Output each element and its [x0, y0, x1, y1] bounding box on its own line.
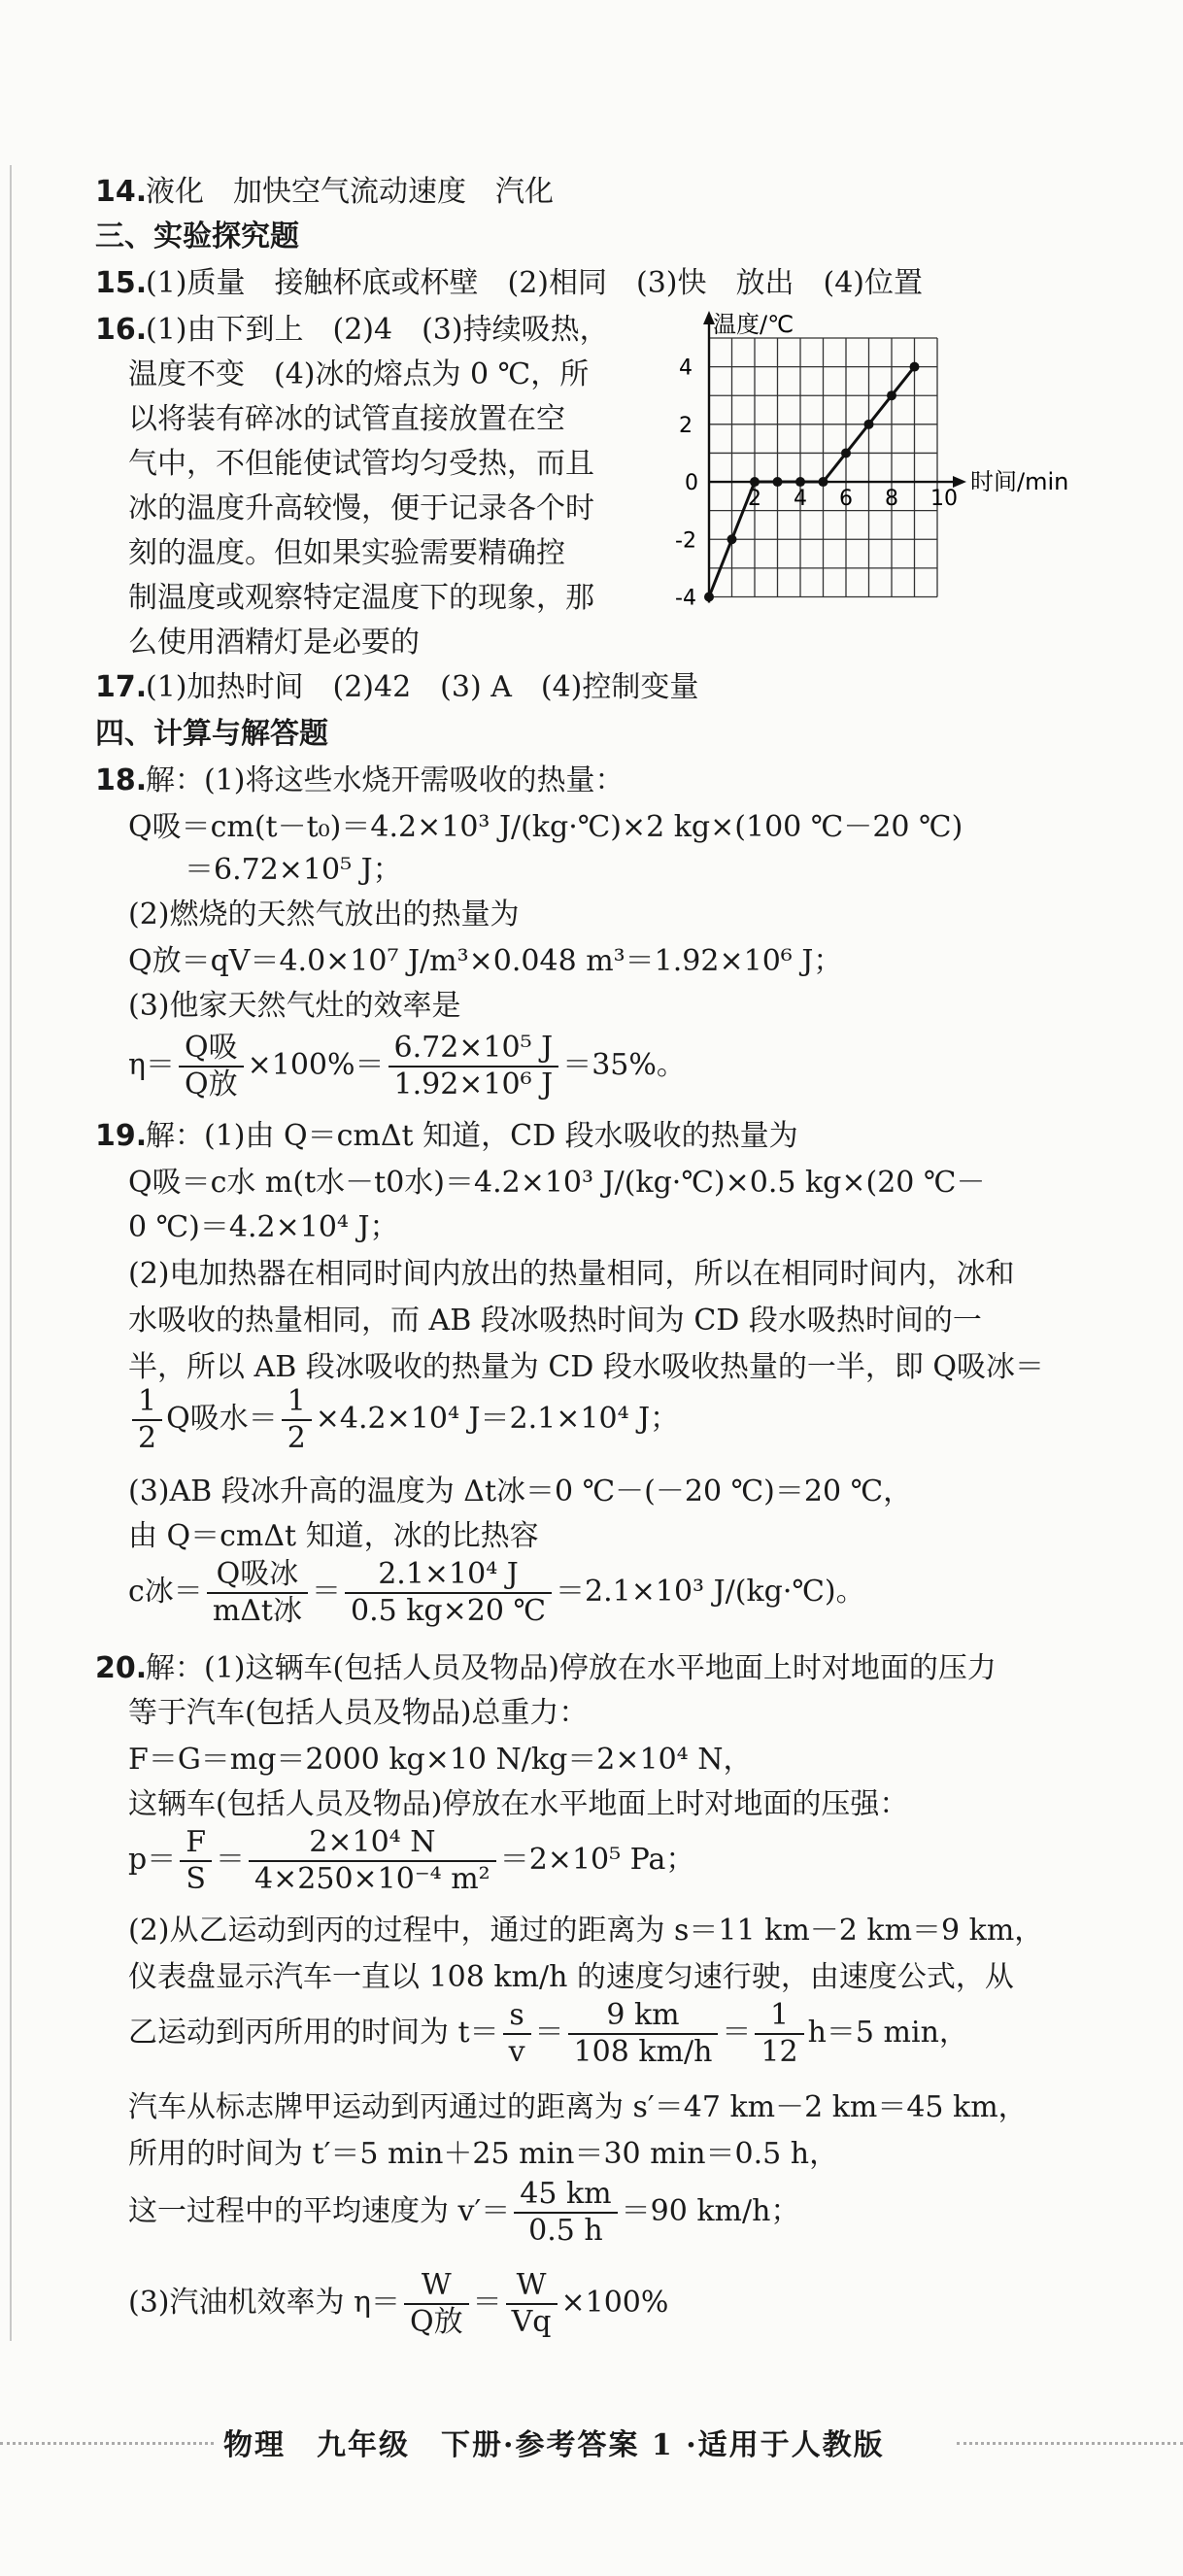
- q14-number: 14.: [95, 175, 148, 209]
- data-point: [727, 534, 737, 544]
- q19-line-2: Q吸＝c水 m(t水－t0水)＝4.2×10³ J/(kg·℃)×0.5 kg×(20 ℃－: [128, 1166, 986, 1200]
- data-point: [750, 477, 760, 487]
- q18-line-2: Q吸＝cm(t－t₀)＝4.2×10³ J/(kg·℃)×2 kg×(100 ℃－20 ℃): [128, 810, 963, 844]
- q18-line-5: Q放＝qV＝4.0×10⁷ J/m³×0.048 m³＝1.92×10⁶ J；: [128, 944, 843, 978]
- q20-fraction-v: $\frac{45 km}{0.5 h}$: [514, 2177, 617, 2249]
- margin-line: [10, 165, 12, 2341]
- q18-line-4: (2)燃烧的天然气放出的热量为: [128, 898, 520, 932]
- q19-half-fraction-1: $\frac{1}{2}$: [132, 1384, 162, 1456]
- q17-number: 17.: [95, 670, 148, 704]
- q18-number: 18.: [95, 763, 148, 797]
- x-tick-label: 2: [748, 487, 761, 512]
- q20-fraction-p2: $\frac{\text{2×10⁴ N}}{\text{4×250×10⁻⁴ m²}}$: [249, 1825, 496, 1897]
- q20-speed-formula: 这一过程中的平均速度为 v′＝ $\frac{45 km}{0.5 h}$ ＝90 km/h；: [128, 2177, 800, 2248]
- q16-line-4: 气中，不但能使试管均匀受热，而且: [128, 447, 594, 481]
- q18-line-3: ＝6.72×10⁵ J；: [185, 853, 402, 887]
- q20-fraction-t1: $\frac{s}{v}$: [503, 1998, 531, 2070]
- q17-answer: (1)加热时间 (2)42 (3) A (4)控制变量: [146, 670, 699, 704]
- q20-number: 20.: [95, 1651, 148, 1685]
- q19-half-formula: $\frac{1}{2}$ Q吸水＝ $\frac{1}{2}$ ×4.2×10⁴ J＝2.1×10⁴ J；: [128, 1383, 679, 1456]
- y-tick-label: 4: [679, 356, 693, 381]
- chart-x-axis-label: 时间/min: [970, 468, 1069, 496]
- footer-dots-left: [0, 2442, 214, 2445]
- q20-pressure-formula: p＝ $\frac{F}{S}$ ＝ $\frac{\text{2×10⁴ N}}{\text{4×250×10⁻⁴ m²}}$ ＝2×10⁵ Pa；: [128, 1825, 695, 1896]
- q16-line-6: 刻的温度。但如果实验需要精确控: [128, 536, 565, 570]
- q20-line-6: 仪表盘显示汽车一直以 108 km/h 的速度匀速行驶，由速度公式，从: [128, 1960, 1014, 1994]
- q20-fraction-t2: $\frac{9 km}{108 km/h}$: [568, 1998, 719, 2070]
- q19-line-9: 由 Q＝cmΔt 知道，冰的比热容: [128, 1519, 539, 1553]
- q15-answer: (1)质量 接触杯底或杯壁 (2)相同 (3)快 放出 (4)位置: [146, 266, 923, 300]
- y-tick-label: 2: [679, 413, 693, 438]
- q16-line-8: 么使用酒精灯是必要的: [128, 626, 420, 660]
- q18-fraction-2: $\frac{\text{6.72×10⁵ J}}{\text{1.92×10⁶ J}}$: [389, 1031, 559, 1102]
- footer-dots-right: [957, 2442, 1183, 2445]
- q19-number: 19.: [95, 1119, 148, 1153]
- q20-fraction-p1: $\frac{F}{S}$: [180, 1825, 212, 1897]
- q19-fraction-1: $\frac{\text{Q吸冰}}{\text{mΔt冰}}$: [207, 1557, 308, 1629]
- q20-fraction-e2: $\frac{W}{Vq}$: [506, 2268, 558, 2340]
- page-footer: [0, 2417, 1183, 2465]
- q19-half-fraction-2: $\frac{1}{2}$: [282, 1384, 312, 1456]
- q19-line-6: 半，所以 AB 段冰吸收的热量为 CD 段水吸收热量的一半，即 Q吸冰＝: [128, 1350, 1044, 1384]
- q16-line-5: 冰的温度升高较慢，便于记录各个时: [128, 491, 594, 525]
- y-tick-label: -4: [675, 586, 696, 611]
- data-point: [887, 390, 896, 400]
- q19-fraction-2: $\frac{\text{2.1×10⁴ J}}{0.5 kg\times 20 ℃}$: [345, 1557, 552, 1629]
- section-4-heading: 四、计算与解答题: [95, 717, 328, 751]
- data-point: [773, 477, 783, 487]
- data-point: [819, 477, 828, 487]
- q18-line-1: 解：(1)将这些水烧开需吸收的热量：: [146, 763, 625, 797]
- data-point: [841, 448, 851, 458]
- q20-line-3: F＝G＝mg＝2000 kg×10 N/kg＝2×10⁴ N，: [128, 1743, 753, 1777]
- q19-line-3: 0 ℃)＝4.2×10⁴ J；: [128, 1210, 399, 1244]
- q20-fraction-t3: $\frac{1}{12}$: [755, 1998, 803, 2070]
- q20-line-4: 这辆车(包括人员及物品)停放在水平地面上时对地面的压强：: [128, 1787, 909, 1821]
- section-3-heading: 三、实验探究题: [95, 220, 299, 254]
- q16-line-1: (1)由下到上 (2)4 (3)持续吸热，: [146, 313, 609, 347]
- q14-answer: 液化 加快空气流动速度 汽化: [146, 175, 554, 209]
- q18-eta: η＝: [128, 1048, 175, 1082]
- q16-number: 16.: [95, 313, 148, 347]
- q20-line-2: 等于汽车(包括人员及物品)总重力：: [128, 1696, 589, 1730]
- q18-efficiency-formula: η＝ $\frac{\text{Q吸}}{\text{Q放}}$ ×100%＝ $\frac{\text{6.72×10⁵ J}}{\text{1.92×10⁶ J}}$ ＝35%。: [128, 1031, 686, 1102]
- q20-line-7: 汽车从标志牌甲运动到丙通过的距离为 s′＝47 km－2 km＝45 km，: [128, 2090, 1028, 2124]
- q16-line-3: 以将装有碎冰的试管直接放置在空: [128, 402, 565, 436]
- q16-line-2: 温度不变 (4)冰的熔点为 0 ℃，所: [128, 357, 590, 391]
- q19-line-8: (3)AB 段冰升高的温度为 Δt冰＝0 ℃－(－20 ℃)＝20 ℃，: [128, 1474, 913, 1508]
- q19-line-1: 解：(1)由 Q＝cmΔt 知道，CD 段水吸收的热量为: [146, 1119, 798, 1153]
- chart-grid: [709, 338, 937, 596]
- data-point: [704, 592, 714, 601]
- x-tick-label: 6: [839, 487, 853, 512]
- q16-line-7: 制温度或观察特定温度下的现象，那: [128, 581, 594, 615]
- q20-line-8: 所用的时间为 t′＝5 min＋25 min＝30 min＝0.5 h，: [128, 2137, 839, 2171]
- q20-fraction-e1: $\frac{W}{\text{Q放}}$: [404, 2268, 469, 2340]
- q19-specific-heat-formula: c冰＝ $\frac{\text{Q吸冰}}{\text{mΔt冰}}$ ＝ $\frac{\text{2.1×10⁴ J}}{0.5 kg\times 20 ℃}$ ＝2.1×10³ J/(kg·℃)。: [128, 1557, 865, 1628]
- q19-line-5: 水吸收的热量相同，而 AB 段冰吸热时间为 CD 段水吸热时间的一: [128, 1304, 982, 1338]
- temperature-time-chart: [670, 303, 1117, 614]
- q20-time-formula: 乙运动到丙所用的时间为 t＝ $\frac{s}{v}$ ＝ $\frac{9 km}{108 km/h}$ ＝ $\frac{1}{12}$ h＝5 min，: [128, 1998, 968, 2069]
- origin-label: 0: [685, 471, 698, 496]
- data-point: [864, 420, 874, 429]
- y-tick-label: -2: [675, 528, 696, 554]
- x-tick-label: 4: [794, 487, 807, 512]
- q20-line-1: 解：(1)这辆车(包括人员及物品)停放在水平地面上时对地面的压力: [146, 1651, 997, 1685]
- q20-efficiency-formula: (3)汽油机效率为 η＝ $\frac{W}{\text{Q放}}$ ＝ $\frac{W}{Vq}$ ×100%: [128, 2268, 669, 2339]
- q18-fraction-1: $\frac{\text{Q吸}}{\text{Q放}}$: [179, 1031, 244, 1102]
- q20-line-5: (2)从乙运动到丙的过程中，通过的距离为 s＝11 km－2 km＝9 km，: [128, 1914, 1044, 1948]
- chart-y-axis-label: 温度/℃: [713, 311, 794, 338]
- x-tick-label: 8: [885, 487, 898, 512]
- x-tick-label: 10: [930, 487, 958, 512]
- data-point: [795, 477, 805, 487]
- footer-text: 物理 九年级 下册·参考答案 1 ·适用于人教版: [223, 2428, 885, 2462]
- q18-line-6: (3)他家天然气灶的效率是: [128, 989, 461, 1023]
- data-point: [910, 362, 920, 372]
- q19-line-4: (2)电加热器在相同时间内放出的热量相同，所以在相同时间内，冰和: [128, 1257, 1015, 1291]
- q15-number: 15.: [95, 266, 148, 300]
- chart-axes: [703, 311, 966, 602]
